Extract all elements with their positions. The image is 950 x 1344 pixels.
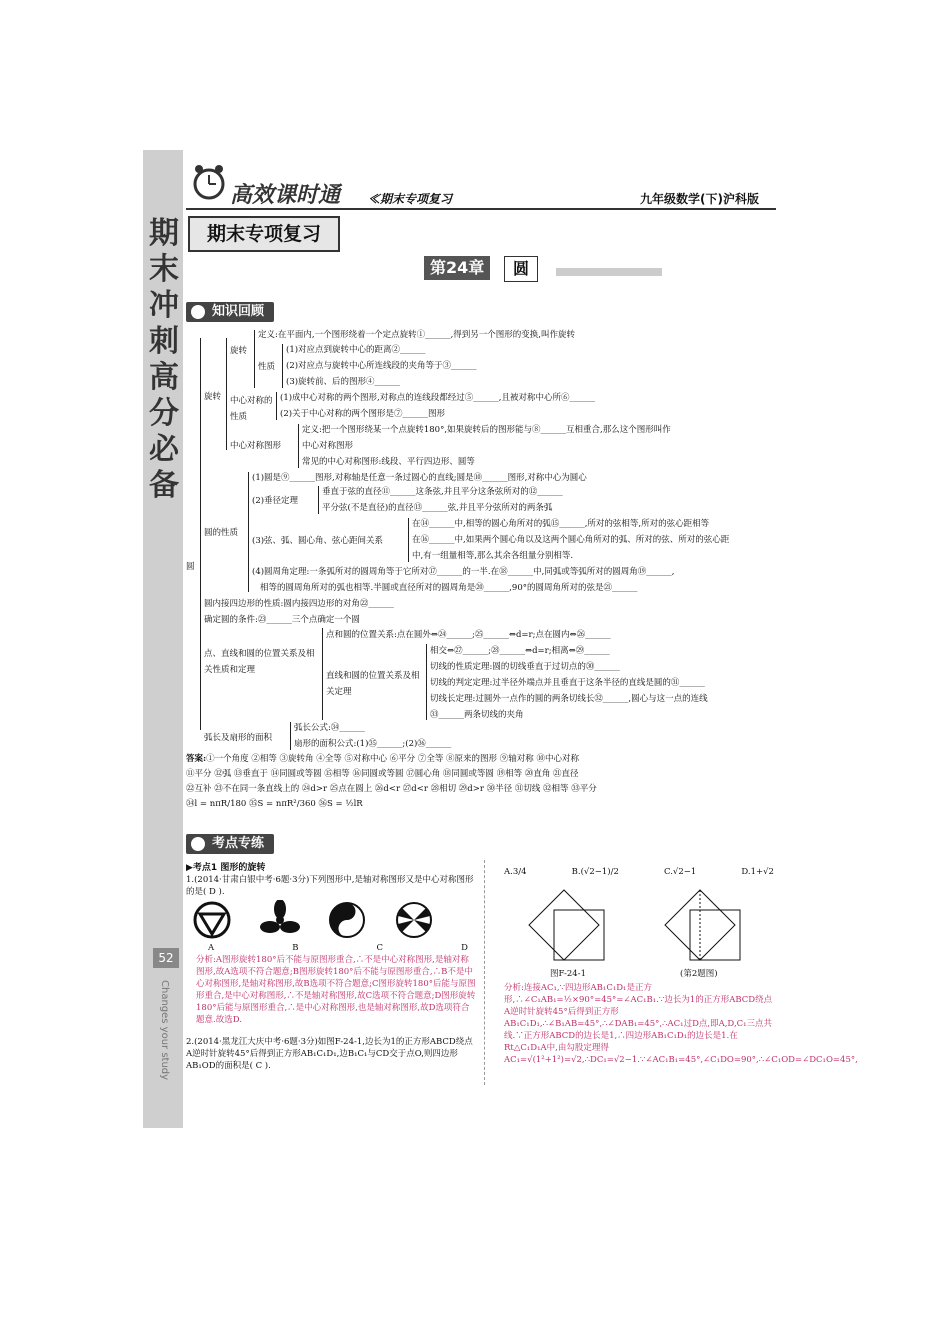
arc-length-formula: 弧长公式:㉞______ (294, 723, 365, 733)
q2-option-a: A.3/4 (504, 867, 527, 877)
central-figure-def: 定义:把一个图形绕某一个点旋转180°,如果旋转后的图形能与⑧______互相重合,那么这个图形叫作 (302, 425, 671, 435)
figure-2-caption: (第2题图) (680, 969, 718, 979)
sector-area-formula: 扇形的面积公式:(1)㉟______;(2)㊱______ (294, 739, 452, 749)
arc-chord-2: 在⑯______中,如果两个圆心角以及这两个圆心角所对的弧、所对的弦、所对的弦心距 (412, 535, 730, 545)
option-a-label: A (208, 943, 215, 953)
grade-label: 九年级数学(下)沪科版 (640, 192, 759, 206)
arc-chord-label: (3)弦、弧、圆心角、弦心距间关系 (252, 536, 384, 546)
central-figure-def-2: 中心对称图形 (302, 441, 354, 451)
chapter-number: 第24章 (424, 256, 490, 280)
perpendicular-theorem-label: (2)垂径定理 (252, 496, 299, 506)
line-circle-5: ㉝______两条切线的夹角 (430, 710, 524, 720)
option-d-label: D (461, 943, 468, 953)
option-b-label: B (292, 943, 299, 953)
rotation-label: 旋转 (204, 392, 222, 402)
question-1-figures (192, 900, 462, 944)
perpendicular-theorem-2: 平分弦(不是直径)的直径⑬______弦,并且平分弦所对的两条弧 (322, 503, 553, 513)
option-b-figure (260, 900, 300, 933)
option-d-figure (397, 903, 431, 937)
property-3: (3)旋转前、后的图形④______ (286, 377, 401, 387)
answers-line-2: ⑪平分 ⑫弧 ⑬垂直于 ⑭同圆或等圆 ⑮相等 ⑯同圆或等圆 ⑰圆心角 ⑱同圆或等圆 ⑲相等 ⑳直角 ㉑直径 (186, 769, 579, 779)
figure-f24-1 (524, 886, 624, 966)
inscribed-angle-1: (4)圆周角定理:一条弧所对的圆周角等于它所对⑰______的一半.在⑱______中,同弧或等弧所对的圆周角⑲______, (252, 567, 675, 577)
central-figure-common: 常见的中心对称图形:线段、平行四边形、圆等 (302, 457, 475, 467)
question-2: 2.(2014·黑龙江大庆中考·6题·3分)如图F-24-1,边长为1的正方形ABCD绕点A逆时针旋转45°后得到正方形AB₁C₁D₁,边B₁C₁与CD交于点O,则四边形AB₁OD的面积是( C ). (186, 1037, 473, 1071)
arc-chord-3: 中,有一组量相等,那么其余各组量分别相等. (412, 551, 574, 561)
circle-property-1: (1)圆是⑨______图形,对称轴是任意一条过圆心的直线;圆是⑩______图形,对称中心为圆心 (252, 473, 587, 483)
central-symmetry-label: 中心对称的性质 (230, 396, 273, 422)
option-a-figure (195, 903, 229, 937)
section-label: ≪期末专项复习 (368, 192, 453, 206)
q2-option-b: B.(√2−1)/2 (571, 867, 619, 877)
perpendicular-theorem-1: 垂直于弦的直径⑪______这条弦,并且平分这条弦所对的⑫______ (322, 487, 563, 497)
line-circle-4: 切线长定理:过圆外一点作的圆的两条切线长㉜______,圆心与这一点的连线 (430, 694, 708, 704)
column-divider (484, 860, 486, 1085)
property-2: (2)对应点与旋转中心所连线段的夹角等于③______ (286, 361, 477, 371)
answers-label: 答案: (186, 754, 207, 764)
answers-block (186, 752, 776, 812)
central-symmetry-1: (1)成中心对称的两个图形,对称点的连线段都经过⑤______,且被对称中心所⑥______ (280, 393, 595, 403)
central-figure-label: 中心对称图形 (230, 441, 282, 451)
inscribed-angle-2: 相等的圆周角所对的弧也相等.半圆或直径所对的圆周角是⑳______,90°的圆周角所对的弦是㉑______ (260, 583, 638, 593)
page-number: 52 (153, 948, 179, 968)
side-title: 期末冲刺高分必备 (149, 216, 179, 503)
main-title: 期末专项复习 (188, 216, 340, 252)
figure-1-caption: 图F-24-1 (550, 969, 586, 979)
arc-sector-label: 弧长及扇形的面积 (204, 733, 273, 743)
tree-root: 圆 (186, 562, 195, 572)
review-heading: 知识回顾 (186, 302, 274, 322)
property-1: (1)对应点到旋转中心的距离②______ (286, 345, 426, 355)
answers-line-4: ㉞l = nπR/180 ㉟S = nπR²/360 ㊱S = ½lR (186, 799, 363, 809)
line-circle-3: 切线的判定定理:过半径外端点并且垂直于这条半径的直线是圆的㉛______ (430, 678, 705, 688)
option-c-figure (330, 903, 364, 937)
header-rule (186, 208, 776, 210)
central-symmetry-2: (2)关于中心对称的两个图形是⑦______图形 (280, 409, 446, 419)
line-circle-2: 切线的性质定理:圆的切线垂直于过切点的㉚______ (430, 662, 620, 672)
figure-question-2 (660, 886, 760, 966)
question-2-analysis: 分析:连接AC₁,∵四边形AB₁C₁D₁是正方形,∴∠C₁AB₁=½×90°=45°=∠AC₁B₁.∵边长为1的正方形ABCD绕点A逆时针旋转45°后得到正方形AB₁C₁D₁,∴∠B₁AB=45°,∴∠DAB₁=45°,∴AC₁过D点,即A,D,C₁三点共线.∵正方形ABCD的边长是1,∴四边形AB₁C₁D₁的边长是1.在Rt△C₁D₁A中,由勾股定理得AC₁=√(1²+1²)=√2,∴DC₁=√2−1.∵∠AC₁B₁=45°,∠C₁DO=90°,∴∠C₁OD=∠DC₁O=45°, (504, 983, 858, 1065)
clock-icon (190, 163, 228, 201)
q2-option-d: D.1+√2 (741, 867, 774, 877)
answers-line-1: ①一个角度 ②相等 ③旋转角 ④全等 ⑤对称中心 ⑥平分 ⑦全等 ⑧原来的图形 ⑨轴对称 ⑩中心对称 (206, 754, 579, 764)
chapter-name: 圆 (504, 256, 538, 282)
inscribed-quad: 圆内接四边形的性质:圆内接四边形的对角㉒______ (204, 599, 394, 609)
answers-line-3: ㉒互补 ㉓不在同一条直线上的 ㉔d>r ㉕点在圆上 ㉖d<r ㉗d<r ㉘相切 ㉙d>r ㉚半径 ㉛切线 ㉜相等 ㉝平分 (186, 784, 597, 794)
line-circle-label: 直线和圆的位置关系及相关定理 (326, 671, 420, 697)
property-label: 性质 (258, 362, 276, 372)
question-1-analysis: 分析:A图形旋转180°后不能与原图形重合,∴不是中心对称图形,是轴对称图形,故A选项不符合题意;B图形旋转180°后不能与原图形重合,∴B不是中心对称图形,是轴对称图形,故B选项不符合题意;C图形旋转180°后能与原图形重合,是中心对称图形,∴不是轴对称图形,故C选项不符合题意;D图形旋转180°后能与原图形重合,∴是中心对称图形,也是轴对称图形,故D选项符合题意.故选D. (196, 955, 476, 1025)
arc-chord-1: 在⑭______中,相等的圆心角所对的弧⑮______,所对的弦相等,所对的弦心距相等 (412, 519, 710, 529)
rotation-definition: 定义:在平面内,一个图形绕着一个定点旋转①______,得到另一个图形的变换,叫作旋转 (258, 330, 575, 340)
topic-1-heading: ▶考点1 图形的旋转 (186, 863, 266, 873)
practice-heading: 考点专练 (186, 834, 274, 854)
q2-option-c: C.√2−1 (664, 867, 697, 877)
position-label: 点、直线和圆的位置关系及相关性质和定理 (204, 649, 315, 675)
determine-circle: 确定圆的条件:㉓______三个点确定一个圆 (204, 615, 360, 625)
line-circle-1: 相交⇔㉗______;㉘______⇔d=r;相离⇔㉙______ (430, 646, 610, 656)
option-c-label: C (376, 943, 384, 953)
side-slogan: Changes your study (159, 980, 170, 1081)
question-2-options (504, 866, 774, 878)
question-1-options (208, 942, 468, 954)
brand-logo: 高效课时通 (230, 183, 341, 208)
question-1: 1.(2014·甘肃白银中考·6题·3分)下列图形中,是轴对称图形又是中心对称图形的是( D ). (186, 875, 474, 897)
chapter-bar (556, 268, 662, 276)
rotation-sub-label: 旋转 (230, 346, 248, 356)
point-circle-relation: 点和圆的位置关系:点在圆外⇔㉔______;㉕______⇔d=r;点在圆内⇔㉖______ (326, 630, 611, 640)
circle-properties-label: 圆的性质 (204, 528, 239, 538)
